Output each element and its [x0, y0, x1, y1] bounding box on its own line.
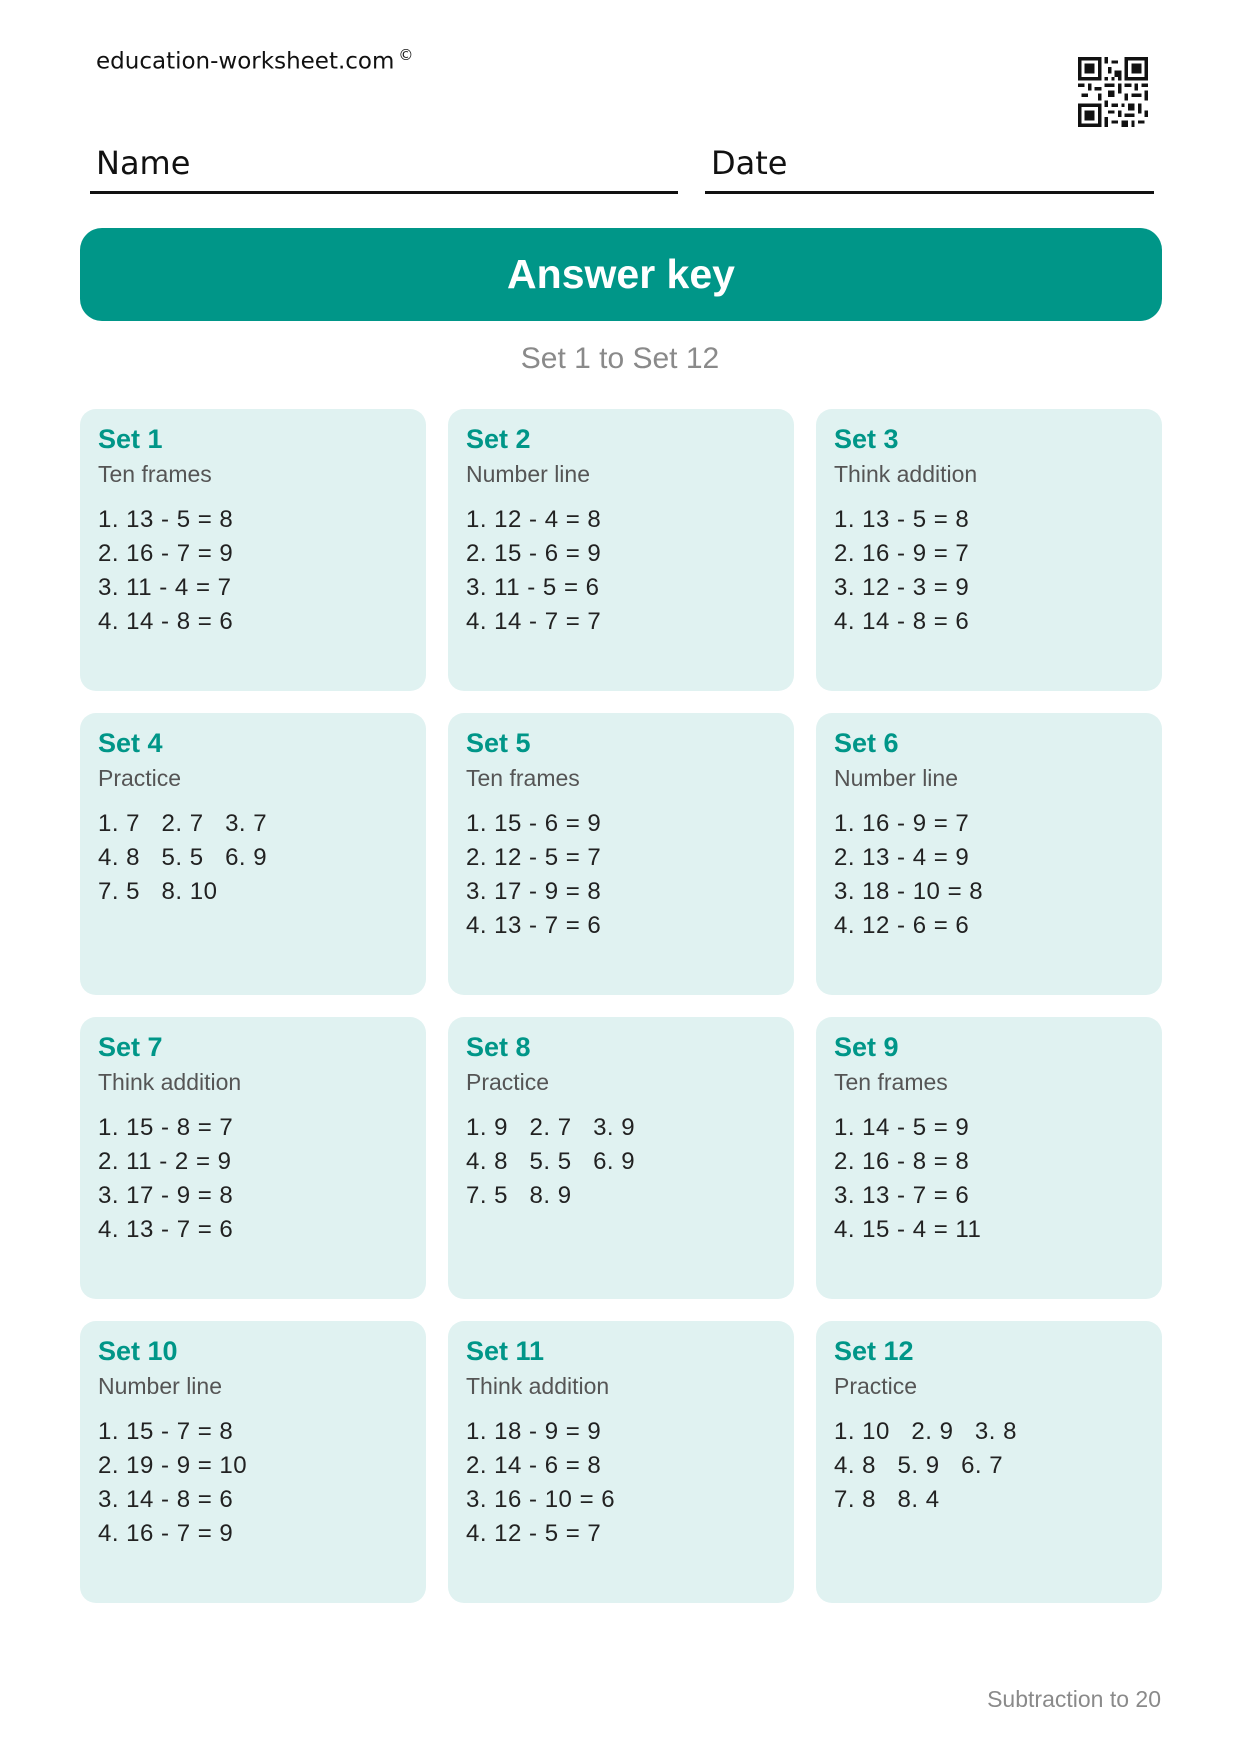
date-label: Date — [711, 144, 788, 182]
qr-code-icon — [1078, 57, 1148, 127]
set-card — [816, 1017, 1162, 1299]
set-method: Think addition — [466, 1373, 610, 1399]
answer-line: 4. 13 - 7 = 6 — [98, 1216, 234, 1243]
site-name — [96, 46, 413, 75]
answer-line: 1. 9 2. 7 3. 9 — [466, 1114, 636, 1141]
answer-line: 2. 11 - 2 = 9 — [98, 1148, 232, 1175]
set-method: Ten frames — [834, 1069, 948, 1095]
site-url: education-worksheet.com — [96, 48, 395, 75]
set-card — [448, 409, 794, 691]
answer-list — [466, 807, 776, 943]
answer-line: 3. 11 - 5 = 6 — [466, 574, 600, 601]
set-title: Set 9 — [834, 1032, 899, 1062]
set-card — [448, 1017, 794, 1299]
copyright-symbol: © — [398, 46, 414, 64]
answer-line: 4. 12 - 6 = 6 — [834, 912, 970, 939]
answer-list — [466, 503, 776, 639]
answer-line: 2. 12 - 5 = 7 — [466, 844, 602, 871]
set-title: Set 7 — [98, 1032, 163, 1062]
answer-list — [834, 503, 1144, 639]
banner-title: Answer key — [507, 251, 735, 297]
set-card — [816, 409, 1162, 691]
answer-list — [98, 1415, 408, 1551]
set-card — [80, 409, 426, 691]
answer-line: 4. 12 - 5 = 7 — [466, 1520, 602, 1547]
answer-line: 1. 13 - 5 = 8 — [834, 506, 970, 533]
answer-line: 2. 16 - 7 = 9 — [98, 540, 234, 567]
answer-line: 3. 13 - 7 = 6 — [834, 1182, 970, 1209]
set-title: Set 12 — [834, 1336, 914, 1366]
answer-line: 4. 8 5. 9 6. 7 — [834, 1452, 1004, 1479]
set-title: Set 6 — [834, 728, 899, 758]
answer-list — [98, 503, 408, 639]
set-title: Set 1 — [98, 424, 163, 454]
set-card — [448, 713, 794, 995]
set-method: Number line — [98, 1373, 222, 1399]
answer-line: 1. 15 - 7 = 8 — [98, 1418, 234, 1445]
answer-line: 3. 18 - 10 = 8 — [834, 878, 984, 905]
answer-list — [834, 1415, 1144, 1517]
answer-list — [834, 1111, 1144, 1247]
answer-key-banner — [80, 228, 1162, 321]
answer-line: 3. 17 - 9 = 8 — [98, 1182, 234, 1209]
set-method: Number line — [834, 765, 958, 791]
set-method: Practice — [466, 1069, 550, 1095]
answer-line: 7. 8 8. 4 — [834, 1486, 940, 1513]
set-title: Set 10 — [98, 1336, 178, 1366]
answer-line: 1. 16 - 9 = 7 — [834, 810, 970, 837]
set-method: Ten frames — [466, 765, 580, 791]
answer-line: 1. 12 - 4 = 8 — [466, 506, 602, 533]
answer-line: 3. 12 - 3 = 9 — [834, 574, 970, 601]
answer-line: 4. 8 5. 5 6. 9 — [98, 844, 268, 871]
answer-line: 2. 13 - 4 = 9 — [834, 844, 970, 871]
answer-line: 7. 5 8. 9 — [466, 1182, 572, 1209]
name-label: Name — [96, 144, 191, 182]
answer-line: 4. 15 - 4 = 11 — [834, 1216, 982, 1243]
answer-line: 2. 15 - 6 = 9 — [466, 540, 602, 567]
answer-line: 3. 16 - 10 = 6 — [466, 1486, 616, 1513]
set-method: Think addition — [834, 461, 978, 487]
answer-line: 1. 13 - 5 = 8 — [98, 506, 234, 533]
set-title: Set 8 — [466, 1032, 531, 1062]
answer-list — [834, 807, 1144, 943]
set-method: Number line — [466, 461, 590, 487]
answer-line: 4. 13 - 7 = 6 — [466, 912, 602, 939]
set-card — [80, 713, 426, 995]
set-title: Set 4 — [98, 728, 163, 758]
set-card — [816, 1321, 1162, 1603]
set-card — [448, 1321, 794, 1603]
answer-line: 4. 8 5. 5 6. 9 — [466, 1148, 636, 1175]
set-method: Practice — [834, 1373, 918, 1399]
set-method: Practice — [98, 765, 182, 791]
answer-line: 3. 14 - 8 = 6 — [98, 1486, 234, 1513]
answer-line: 2. 14 - 6 = 8 — [466, 1452, 602, 1479]
set-title: Set 5 — [466, 728, 531, 758]
answer-line: 1. 15 - 8 = 7 — [98, 1114, 234, 1141]
answer-line: 1. 7 2. 7 3. 7 — [98, 810, 268, 837]
answer-line: 2. 16 - 9 = 7 — [834, 540, 970, 567]
set-method: Think addition — [98, 1069, 242, 1095]
answer-list — [466, 1111, 776, 1213]
answer-line: 2. 19 - 9 = 10 — [98, 1452, 248, 1479]
set-title: Set 3 — [834, 424, 899, 454]
answer-line: 3. 17 - 9 = 8 — [466, 878, 602, 905]
footer-topic: Subtraction to 20 — [987, 1686, 1161, 1712]
set-card — [80, 1017, 426, 1299]
answer-list — [98, 1111, 408, 1247]
sets-subtitle: Set 1 to Set 12 — [520, 342, 720, 375]
answer-list — [98, 807, 408, 909]
answer-line: 4. 14 - 7 = 7 — [466, 608, 602, 635]
set-card — [816, 713, 1162, 995]
answer-line: 4. 16 - 7 = 9 — [98, 1520, 234, 1547]
answer-line: 3. 11 - 4 = 7 — [98, 574, 232, 601]
answer-line: 7. 5 8. 10 — [98, 878, 218, 905]
answer-list — [466, 1415, 776, 1551]
answer-line: 1. 14 - 5 = 9 — [834, 1114, 970, 1141]
answer-line: 1. 15 - 6 = 9 — [466, 810, 602, 837]
set-method: Ten frames — [98, 461, 212, 487]
name-field[interactable] — [90, 138, 678, 194]
set-title: Set 2 — [466, 424, 531, 454]
set-title: Set 11 — [466, 1336, 545, 1366]
answer-line: 1. 10 2. 9 3. 8 — [834, 1418, 1017, 1445]
date-field[interactable] — [705, 138, 1154, 194]
answer-line: 4. 14 - 8 = 6 — [834, 608, 970, 635]
answer-line: 2. 16 - 8 = 8 — [834, 1148, 970, 1175]
set-card — [80, 1321, 426, 1603]
answer-line: 1. 18 - 9 = 9 — [466, 1418, 602, 1445]
answer-line: 4. 14 - 8 = 6 — [98, 608, 234, 635]
